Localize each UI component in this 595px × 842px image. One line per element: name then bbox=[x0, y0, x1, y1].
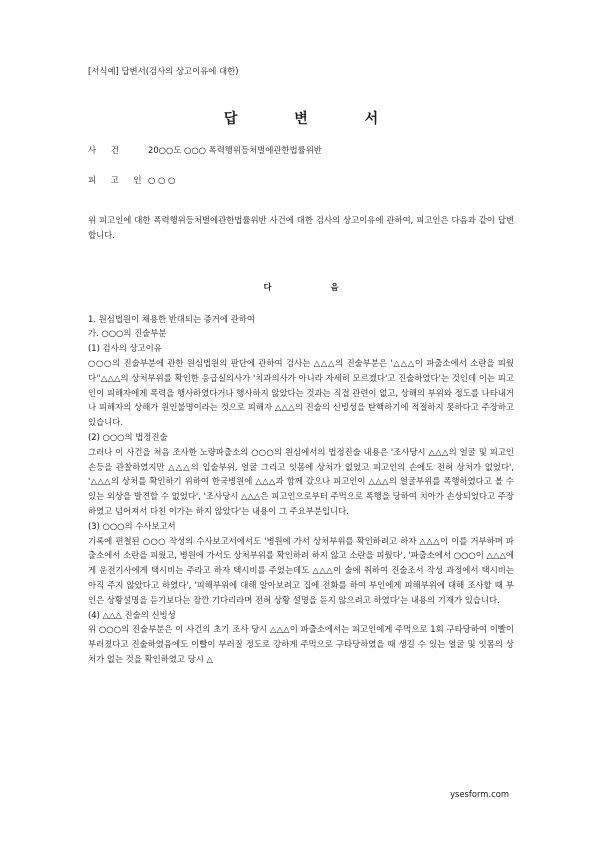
footer-watermark: ysesform.com bbox=[450, 789, 509, 799]
defendant-value: ○ ○ ○ bbox=[148, 175, 176, 186]
body-line: (2) ○○○의 법정진술 bbox=[88, 431, 168, 442]
document-page bbox=[88, 64, 514, 667]
body-paragraph: 기록에 편철된 ○○○ 작성의 수사보고서에서도 '병원에 가서 상처부위를 확인하려고 하자 △△△이 이를 거부하며 파출소에서 소란을 피웠고, 병원에 가서도 상처부위를 확인하려 하지 않고 소란을 피웠다', '파출소에서 ○○○이 △△△에게 운전기사에게 택시비는 주라고 하자 택시비를 주었는데도 △△△이 술에 취하여 진술조서 작성 과정에서 택시비는 아직 주지 않았다고 하였다', '피해부위에 대해 알아보려고 집에 전화를 하여 부인에게 피해부위에 대해 조사할 때 부인은 상황설명을 듣기보다는 잠깐 기다리라며 전혀 상황 설명을 듣지 않으려고 하였다'는 내용의 기재가 있습니다. bbox=[88, 535, 514, 605]
intro-paragraph: 위 피고인에 대한 폭력행위등처벌에관한법률위반 사건에 대한 검사의 상고이유에 관하여, 피고인은 다음과 같이 답변합니다. bbox=[88, 215, 514, 240]
document-title: 답 변 서 bbox=[223, 110, 405, 127]
body-paragraph: 위 ○○○의 진술부분은 이 사건의 초기 조사 당시 △△△이 파출소에서는 피고인에게 주먹으로 1회 구타당하여 이빨이 부러졌다고 진술하였음에도 이빨이 부러질 정도로 강하게 주먹으로 구타당하였을 때 생길 수 있는 얼굴 및 잇몸의 상처가 없는 것을 확인하였고 당시 △ bbox=[88, 624, 514, 664]
body-paragraph: ○○○의 진술부분에 관한 원심법원의 판단에 관하여 검사는 △△△의 진술부분은 '△△△이 파출소에서 소란을 피웠다''△△△의 상처부위를 확인한 응급실의사가 '치과의사가 아니라 자세히 모르겠다'고 진술하였다'는 것인데 이는 피고인이 피해자에게 폭력을 행사하였다거나 행사하지 않았다는 것과는 직접 관련이 없고, 상해의 부위와 정도를 나타내거나 피해자의 상해가 원인불명이라는 것으로 피해자 △△△의 진술의 신빙성을 탄핵하기에 적절하지 못하다고 주장하고 있습니다. bbox=[88, 357, 514, 428]
defendant-label: 피 고 인 bbox=[88, 175, 148, 186]
case-value: 20○○도 ○○○ 폭력행위등처벌에관한법률위반 bbox=[148, 144, 322, 155]
body-line: (3) ○○○의 수사보고서 bbox=[88, 520, 176, 531]
body-paragraph: 그러나 이 사건을 처음 조사한 노량파출소의 ○○○의 원심에서의 법정진술 내용은 '조사당시 △△△의 얼굴 및 피고인 손등을 관찰하였지만 △△△의 입술부위, 얼굴 그리고 잇몸에 상처가 없었고 피고인의 손에도 전혀 상처가 없었다', '△△△의 상처를 확인하기 위하여 한국병원에 △△△과 함께 갔으나 피고인이 △△△의 얼굴부위를 폭행하였다고 볼 수 있는 외상을 발견할 수 없었다', '조사당시 △△△은 피고인으로부터 주먹으로 폭행을 당하여 치아가 손상되었다고 주장하였고 넘어져서 다친 이가는 하지 않았다'는 내용이 그 주요부분입니다. bbox=[88, 446, 514, 516]
body-line: 가. ○○○의 진술부분 bbox=[88, 328, 167, 339]
body-line: (4) △△△ 진술의 신빙성 bbox=[88, 609, 176, 620]
case-field bbox=[88, 143, 514, 158]
form-label: [서식예] 답변서(검사의 상고이유에 대한) bbox=[88, 66, 239, 76]
case-label: 사 건 bbox=[88, 144, 125, 155]
section-heading: 다 음 bbox=[263, 281, 367, 292]
body-line: (1) 검사의 상고이유 bbox=[88, 343, 162, 354]
body-text bbox=[88, 312, 514, 667]
defendant-field bbox=[88, 173, 514, 188]
body-line: 1. 원심법원이 채용한 반대되는 증거에 관하여 bbox=[88, 313, 255, 324]
